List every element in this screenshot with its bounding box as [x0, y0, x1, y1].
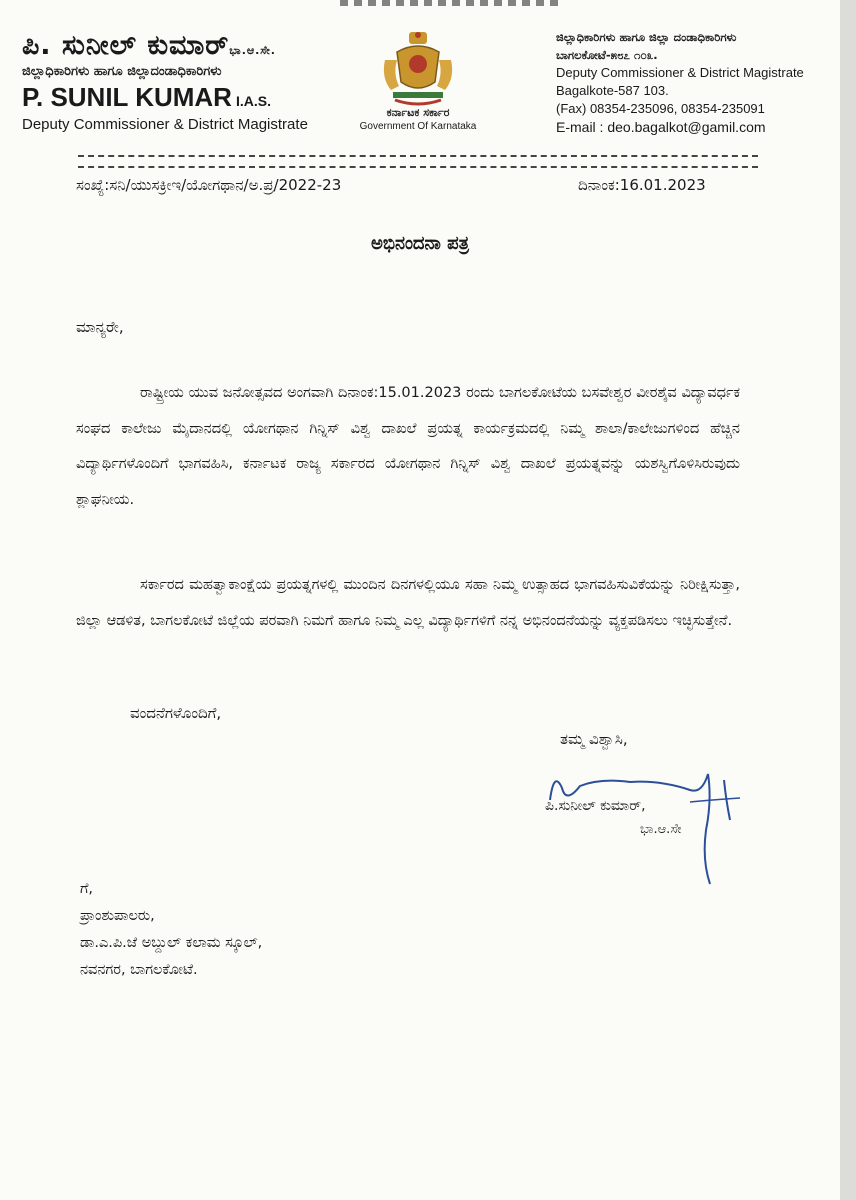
salutation: ಮಾನ್ಯರೇ,	[76, 318, 124, 336]
office-name-english: Deputy Commissioner & District Magistrate	[556, 65, 804, 80]
sender-name-english	[22, 82, 308, 113]
karnataka-emblem-icon	[375, 30, 461, 108]
recipient-title: ಪ್ರಾಂಶುಪಾಲರು,	[80, 908, 155, 924]
signatory-service: ಭಾ.ಆ.ಸೇ	[640, 822, 682, 837]
recipient-to: ಗೆ,	[80, 881, 94, 897]
sender-service-kn: ಭಾ.ಆ.ಸೇ.	[229, 44, 276, 57]
sender-name-kannada	[22, 30, 308, 62]
office-address-block	[556, 28, 804, 136]
office-fax: (Fax) 08354-235096, 08354-235091	[556, 101, 765, 116]
sender-block	[22, 30, 308, 133]
yours-faithfully: ತಮ್ಮ ವಿಶ್ವಾಸಿ,	[560, 730, 628, 748]
sender-designation-kannada: ಜಿಲ್ಲಾಧಿಕಾರಿಗಳು ಹಾಗೂ ಜಿಲ್ಲಾದಂಡಾಧಿಕಾರಿಗಳು	[22, 64, 222, 79]
closing-greeting: ವಂದನೆಗಳೊಂದಿಗೆ,	[130, 704, 222, 722]
state-emblem-block	[348, 30, 488, 132]
page-edge-strip	[840, 0, 856, 1200]
recipient-institution: ಡಾ.ಎ.ಪಿ.ಜೆ ಅಬ್ದುಲ್ ಕಲಾಮ ಸ್ಕೂಲ್,	[80, 935, 263, 951]
office-address-english: Bagalkote-587 103.	[556, 83, 669, 98]
sender-service-en: I.A.S.	[235, 93, 271, 109]
sender-name-en-text: P. SUNIL KUMAR	[22, 82, 232, 112]
signatory-name: ಪಿ.ಸುನೀಲ್ ಕುಮಾರ್,	[545, 798, 646, 814]
emblem-label-english: Government Of Karnataka	[359, 121, 477, 132]
office-name-kannada: ಜಿಲ್ಲಾಧಿಕಾರಿಗಳು ಹಾಗೂ ಜಿಲ್ಲಾ ದಂಡಾಧಿಕಾರಿಗಳು	[556, 30, 737, 44]
body-paragraph-1: ರಾಷ್ಟ್ರೀಯ ಯುವ ಜನೋತ್ಸವದ ಅಂಗವಾಗಿ ದಿನಾಂಕ:15.01.2023 ರಂದು ಬಾಗಲಕೋಟೆಯ ಬಸವೇಶ್ವರ ವೀರಶೈವ ವಿದ್ಯಾವರ್ಧಕ ಸಂಘದ ಕಾಲೇಜು ಮೈದಾನದಲ್ಲಿ ಯೋಗಥಾನ ಗಿನ್ನಿಸ್ ವಿಶ್ವ ದಾಖಲೆ ಪ್ರಯತ್ನ ಕಾರ್ಯಕ್ರಮದಲ್ಲಿ ನಿಮ್ಮ ಶಾಲಾ/ಕಾಲೇಜುಗಳಿಂದ ಹೆಚ್ಚಿನ ವಿದ್ಯಾರ್ಥಿಗಳೊಂದಿಗೆ ಭಾಗವಹಿಸಿ, ಕರ್ನಾಟಕ ರಾಜ್ಯ ಸರ್ಕಾರದ ಯೋಗಥಾನ ಗಿನ್ನಿಸ್ ವಿಶ್ವ ದಾಖಲೆ ಪ್ರಯತ್ನವನ್ನು ಯಶಸ್ವಿಗೊಳಿಸಿರುವುದು ಶ್ಲಾಘನೀಯ.	[76, 385, 740, 508]
office-address-kannada: ಬಾಗಲಕೋಟೆ-೫೮೭ ೧೦೩.	[556, 48, 658, 62]
sender-name-kn-text: ಪಿ. ಸುನೀಲ್ ಕುಮಾರ್	[22, 30, 230, 61]
letter-date: ದಿನಾಂಕ:16.01.2023	[578, 176, 706, 194]
torn-top-edge	[340, 0, 560, 6]
header-separator	[78, 155, 758, 168]
emblem-label-kannada: ಕರ್ನಾಟಕ ಸರ್ಕಾರ	[386, 106, 450, 119]
sender-designation-english: Deputy Commissioner & District Magistrate	[22, 116, 308, 133]
recipient-address: ನವನಗರ, ಬಾಗಲಕೋಟೆ.	[80, 962, 198, 978]
letter-subject: ಅಭಿನಂದನಾ ಪತ್ರ	[370, 233, 470, 254]
body-paragraph-2: ಸರ್ಕಾರದ ಮಹತ್ವಾಕಾಂಕ್ಷೆಯ ಪ್ರಯತ್ನಗಳಲ್ಲಿ ಮುಂದಿನ ದಿನಗಳಲ್ಲಿಯೂ ಸಹಾ ನಿಮ್ಮ ಉತ್ಸಾಹದ ಭಾಗವಹಿಸುವಿಕೆಯನ್ನು ನಿರೀಕ್ಷಿಸುತ್ತಾ, ಜಿಲ್ಲಾ ಆಡಳಿತ, ಬಾಗಲಕೋಟೆ ಜಿಲ್ಲೆಯ ಪರವಾಗಿ ನಿಮಗೆ ಹಾಗೂ ನಿಮ್ಮ ಎಲ್ಲ ವಿದ್ಯಾರ್ಥಿಗಳಿಗೆ ನನ್ನ ಅಭಿನಂದನೆಯನ್ನು ವ್ಯಕ್ತಪಡಿಸಲು ಇಚ್ಛಿಸುತ್ತೇನೆ.	[76, 577, 740, 629]
office-email: E-mail : deo.bagalkot@gamil.com	[556, 119, 766, 135]
reference-number: ಸಂಖ್ಯೆ:ಸನಿ/ಯುಸಕ್ರೀಇ/ಯೋಗಥಾನ/ಅ.ಪ್ರ/2022-23	[76, 176, 342, 194]
recipient-block	[80, 876, 262, 984]
